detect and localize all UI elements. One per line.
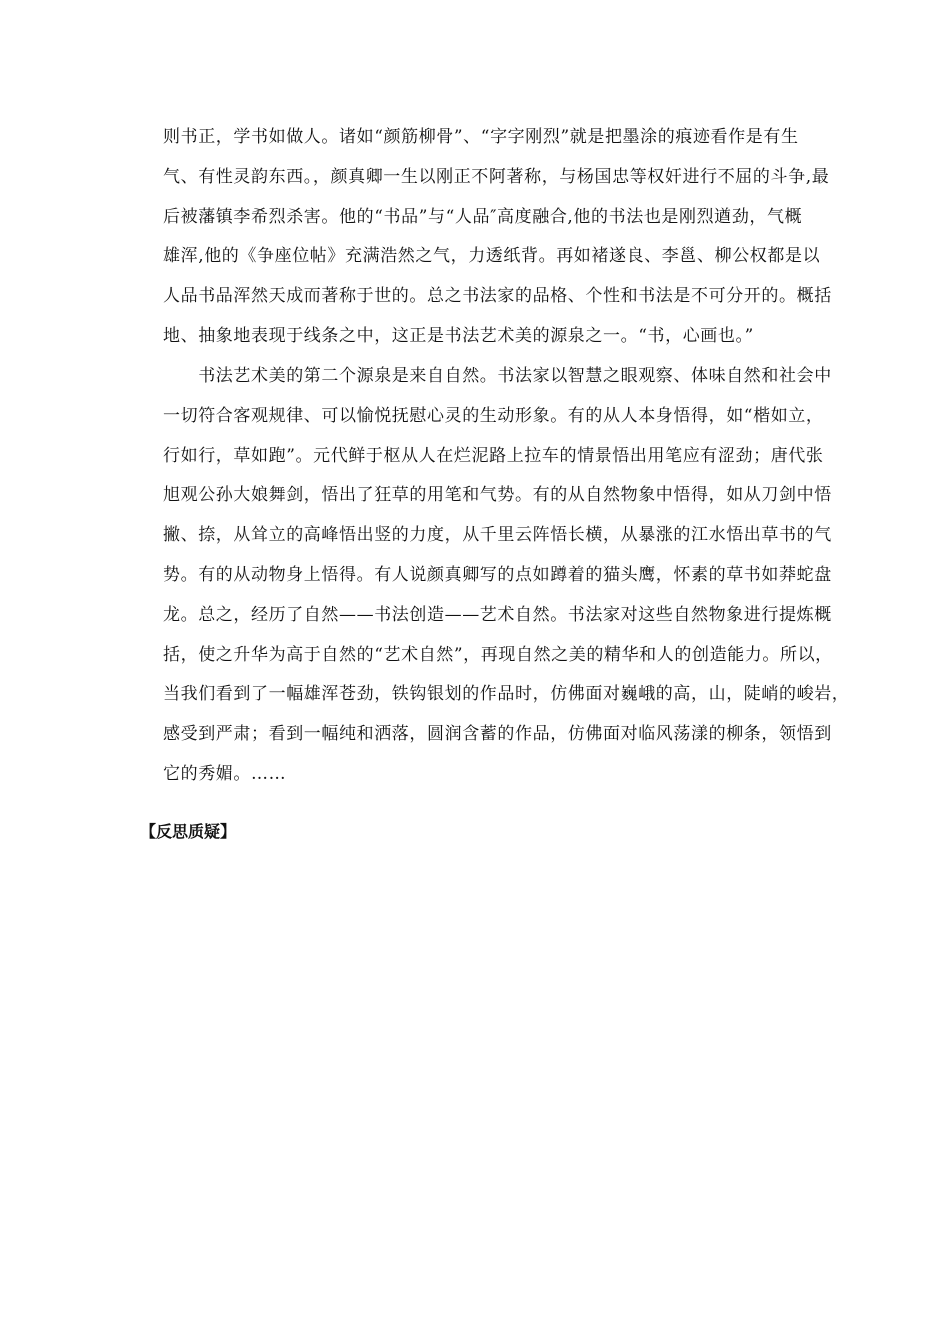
paragraph-line: 感受到严肃；看到一幅纯和洒落，圆润含蓄的作品，仿佛面对临风荡漾的柳条，领悟到	[163, 724, 832, 745]
paragraph-line: 它的秀媚。……	[163, 763, 287, 784]
paragraph-line: 则书正，学书如做人。诸如“颜筋柳骨”、“字字刚烈”就是把墨涂的痕迹看作是有生	[163, 127, 799, 147]
paragraph-line: 势。有的从动物身上悟得。有人说颜真卿写的点如蹲着的猫头鹰，怀素的草书如莽蛇盘	[163, 564, 832, 585]
paragraph-line: 地、抽象地表现于线条之中，这正是书法艺术美的源泉之一。“书，心画也。”	[163, 325, 754, 346]
section-heading: 【反思质疑】	[140, 822, 237, 841]
paragraph-2	[163, 357, 850, 795]
paragraph-line: 旭观公孙大娘舞剑，悟出了狂草的用笔和气势。有的从自然物象中悟得，如从刀剑中悟	[163, 485, 832, 506]
paragraph-line: 后被藩镇李希烈杀害。他的“书品”与“人品″高度融合,他的书法也是刚烈遒劲，气概	[163, 206, 803, 227]
paragraph-line: 雄浑,他的《争座位帖》充满浩然之气，力透纸背。再如褚遂良、李邕、柳公权都是以	[163, 246, 821, 267]
paragraph-line: 一切符合客观规律、可以愉悦抚慰心灵的生动形象。有的从人本身悟得，如“楷如立，	[163, 405, 824, 426]
paragraph-1	[163, 118, 843, 357]
paragraph-line: 括，使之升华为高于自然的“艺术自然”，再现自然之美的精华和人的创造能力。所以，	[163, 644, 833, 665]
paragraph-line: 书法艺术美的第二个源泉是来自自然。书法家以智慧之眼观察、体味自然和社会中	[163, 366, 832, 386]
paragraph-line: 撇、捺，从耸立的高峰悟出竖的力度，从千里云阵悟长横，从暴涨的江水悟出草书的气	[163, 525, 832, 546]
paragraph-line: 气、有性灵韵东西。，颜真卿一生以刚正不阿著称，与杨国忠等权奸进行不屈的斗争,最	[163, 166, 830, 187]
paragraph-line: 行如行，草如跑”。元代鲜于枢从人在烂泥路上拉车的情景悟出用笔应有涩劲；唐代张	[163, 445, 824, 466]
paragraph-line: 当我们看到了一幅雄浑苍劲，铁钩银划的作品时，仿佛面对巍峨的高，山，陡峭的峻岩，	[163, 684, 850, 705]
paragraph-line: 人品书品浑然天成而著称于世的。总之书法家的品格、个性和书法是不可分开的。概括	[163, 286, 832, 307]
paragraph-line: 龙。总之，经历了自然——书法创造——艺术自然。书法家对这些自然物象进行提炼概	[163, 604, 832, 625]
